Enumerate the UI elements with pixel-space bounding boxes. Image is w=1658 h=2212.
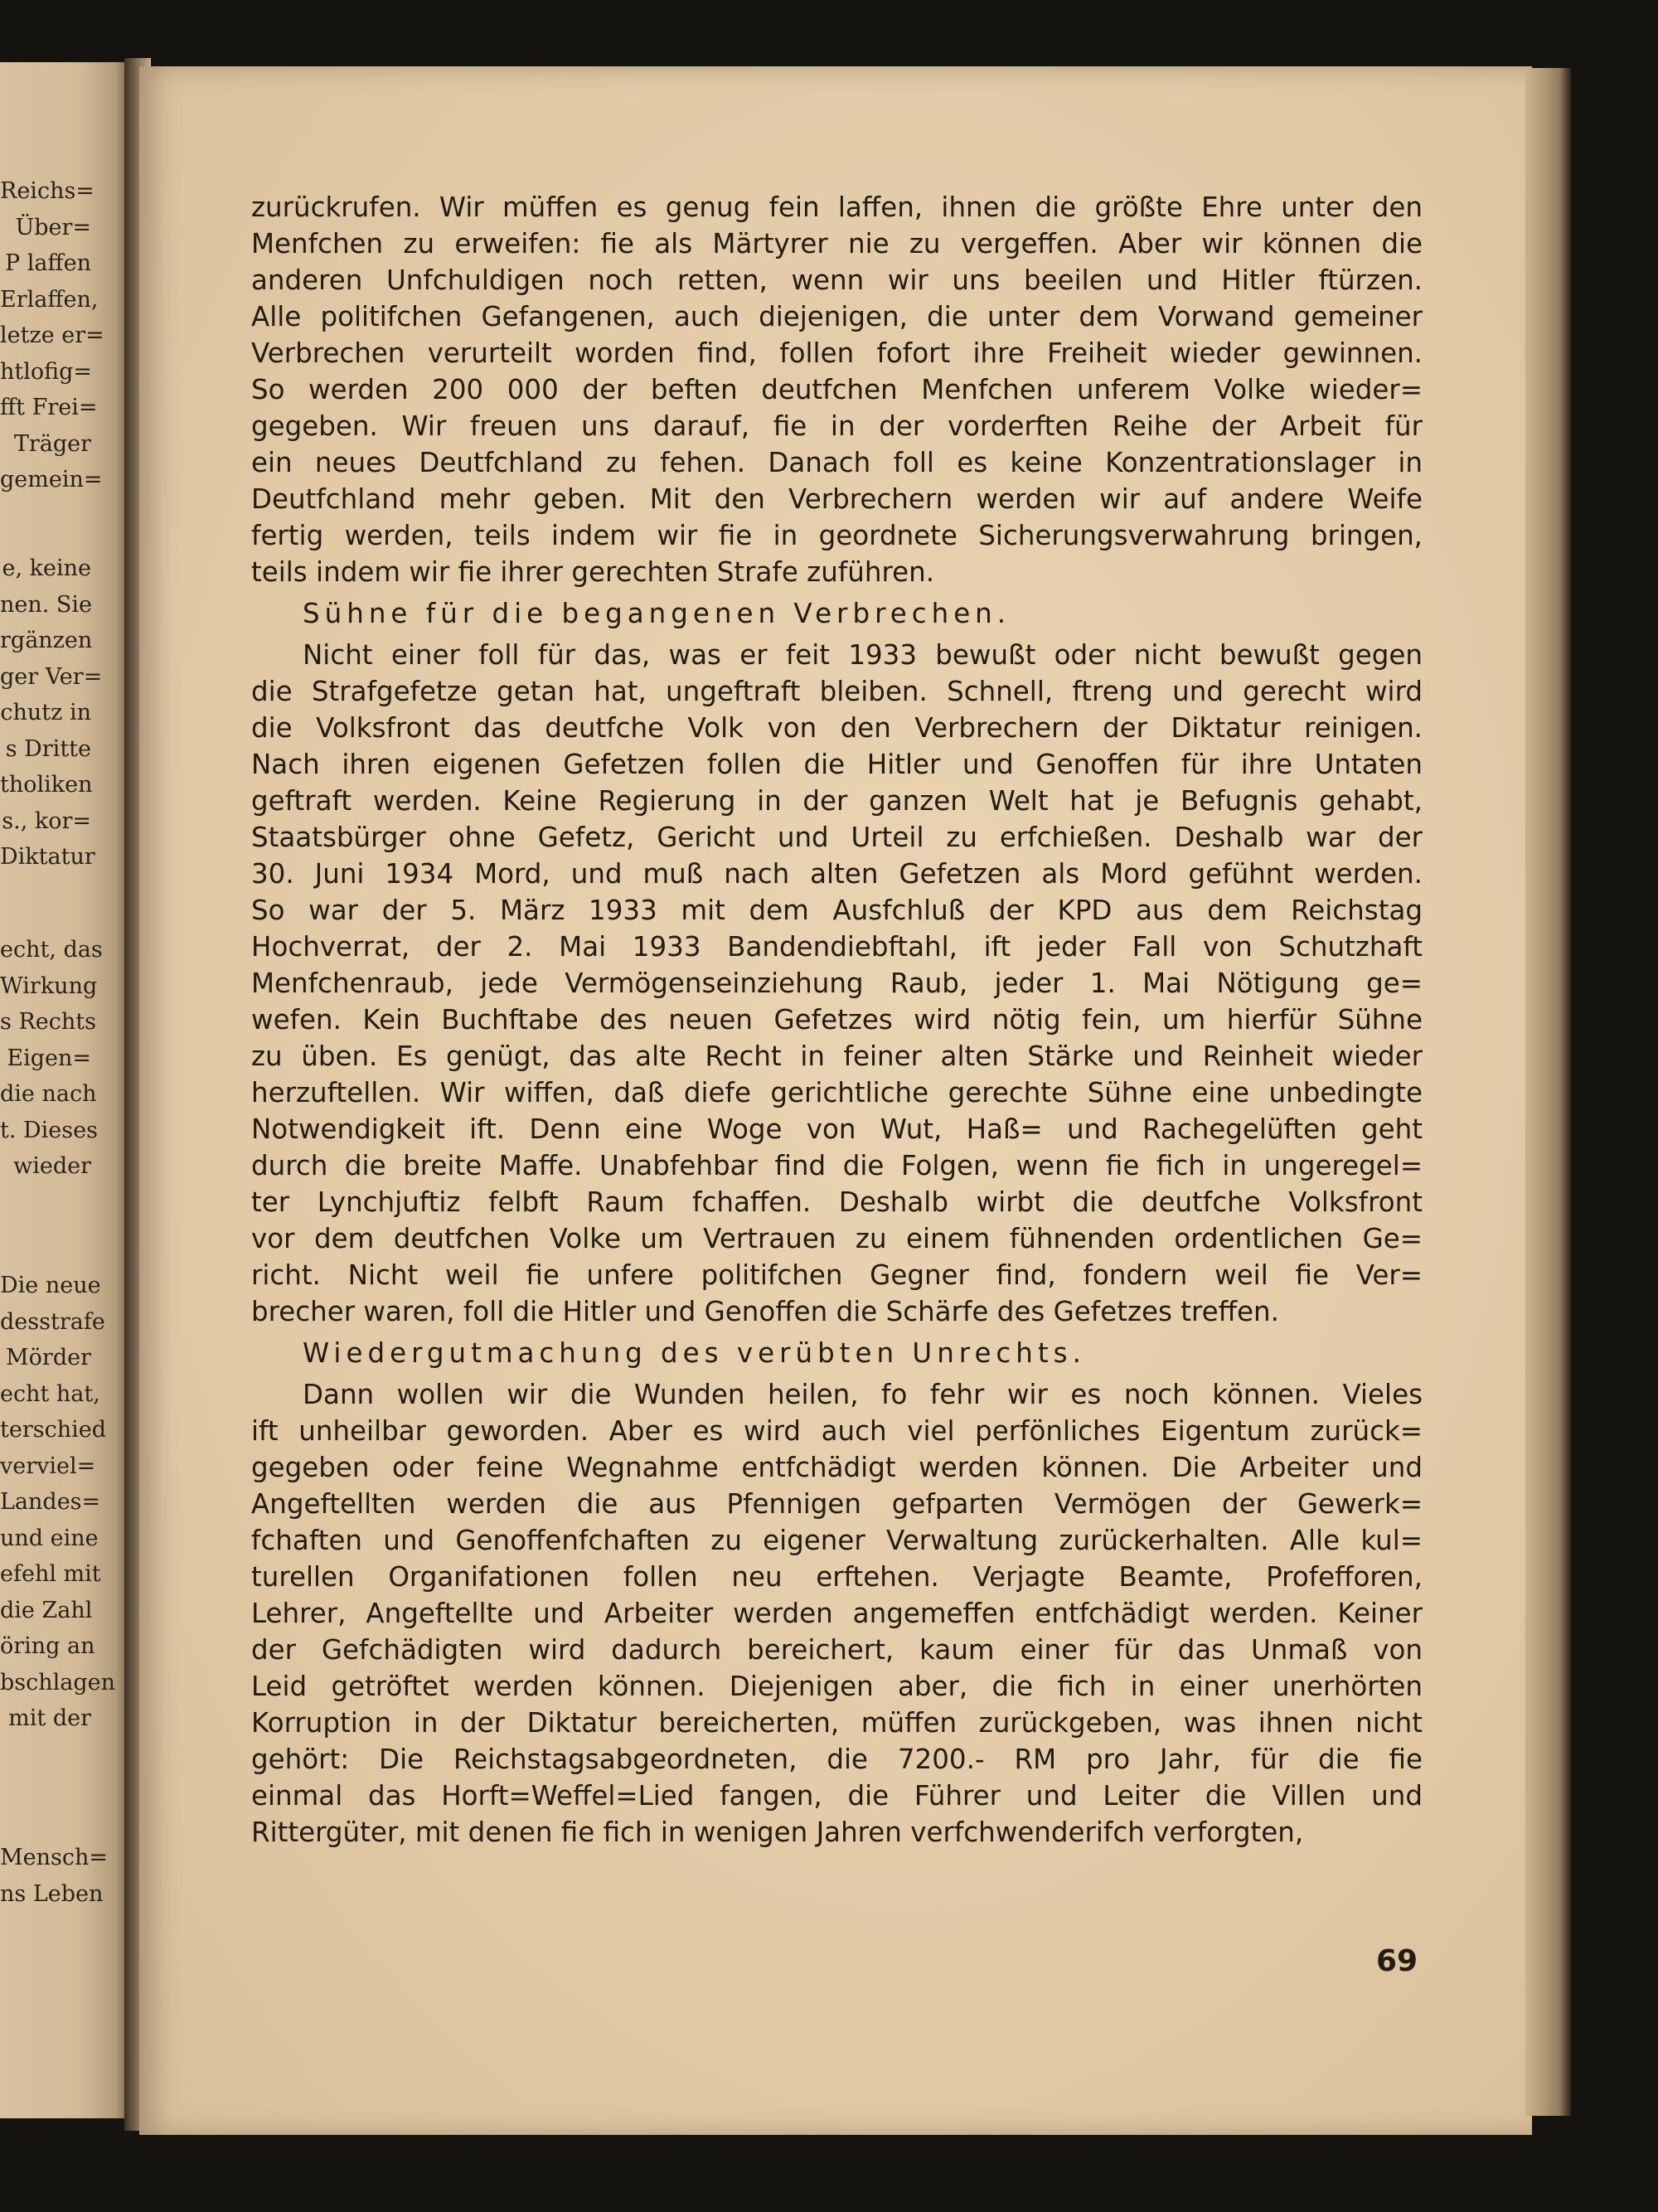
left-page-fragment: Wirkung	[0, 973, 98, 999]
left-page-fragment: ns Leben	[0, 1880, 104, 1907]
text-line: Alle politifchen Gefangenen, auch diejenigen, die unter dem Vorwand gemeiner	[251, 301, 1423, 332]
text-line: teils indem wir fie ihrer gerechten Strafe zuführen.	[251, 556, 935, 588]
left-page-fragment: nen. Sie	[0, 591, 93, 618]
text-line: Leid getröftet werden können. Diejenigen aber, die fich in einer unerhörten	[251, 1671, 1423, 1702]
page-number: 69	[1376, 1944, 1418, 1978]
left-page-fragment: Mörder	[6, 1345, 91, 1370]
left-page-fragment: s Dritte	[5, 735, 91, 762]
section-heading: Wiedergutmachung des verübten Unrechts.	[303, 1337, 1086, 1369]
left-page-fragment: efehl mit	[0, 1561, 101, 1587]
text-line: der Gefchädigten wird dadurch bereichert, kaum einer für das Unmaß von	[251, 1634, 1423, 1666]
text-line: Korruption in der Diktatur bereicherten, müffen zurückgeben, was ihnen nicht	[251, 1707, 1423, 1739]
text-line: Angeftellten werden die aus Pfennigen gefparten Vermögen der Gewerk=	[251, 1488, 1423, 1520]
left-page	[0, 62, 131, 2118]
text-line: 30. Juni 1934 Mord, und muß nach alten Gefetzen als Mord gefühnt werden.	[251, 858, 1423, 890]
text-line: geftraft werden. Keine Regierung in der ganzen Welt hat je Befugnis gehabt,	[251, 785, 1423, 817]
left-page-fragment: Träger	[13, 430, 91, 457]
left-page-fragment: Reichs=	[0, 178, 95, 204]
text-line: Nicht einer foll für das, was er feit 1933 bewußt oder nicht bewußt gegen	[303, 639, 1423, 671]
text-line: Rittergüter, mit denen fie fich in wenigen Jahren verfchwenderifch verforgten,	[251, 1817, 1304, 1848]
left-page-fragment: gemein=	[0, 467, 103, 492]
text-line: fertig werden, teils indem wir fie in geordnete Sicherungsverwahrung bringen,	[251, 520, 1423, 551]
text-line: anderen Unfchuldigen noch retten, wenn wir uns beeilen und Hitler ftürzen.	[251, 264, 1423, 296]
left-page-fragment: echt, das	[0, 937, 103, 963]
left-page-fragment: Diktatur	[0, 844, 95, 870]
left-page-fragment: chutz in	[0, 700, 91, 725]
left-page-fragment: Erlaffen,	[0, 286, 99, 313]
left-page-fragment: P laffen	[4, 250, 91, 276]
left-page-fragment: echt hat,	[0, 1380, 100, 1407]
left-page-fragment: terschied	[0, 1417, 106, 1443]
left-page-fragment: Mensch=	[0, 1845, 109, 1870]
text-line: ter Lynchjuftiz felbft Raum fchaffen. Deshalb wirbt die deutfche Volksfront	[251, 1186, 1423, 1218]
text-line: Hochverrat, der 2. Mai 1933 Bandendiebftahl, ift jeder Fall von Schutzhaft	[251, 931, 1423, 963]
left-page-fragment: fft Frei=	[0, 395, 98, 420]
text-line: die Strafgefetze getan hat, ungeftraft bleiben. Schnell, ftreng und gerecht wird	[251, 676, 1423, 707]
left-page-fragment: s., kor=	[2, 808, 91, 834]
text-line: gegeben oder feine Wegnahme entfchädigt werden können. Die Arbeiter und	[251, 1452, 1423, 1483]
left-page-fragment: htlofig=	[0, 358, 93, 385]
text-line: herzuftellen. Wir wiffen, daß diefe gerichtliche gerechte Sühne eine unbedingte	[251, 1077, 1423, 1108]
text-line: richt. Nicht weil fie unfere politifchen Gegner find, fondern weil fie Ver=	[251, 1259, 1423, 1291]
text-line: ein neues Deutfchland zu fehen. Danach foll es keine Konzentrationslager in	[251, 447, 1423, 478]
text-line: vor dem deutfchen Volke um Vertrauen zu einem fühnenden ordentlichen Ge=	[251, 1223, 1423, 1254]
text-line: Verbrechen verurteilt worden find, follen fofort ihre Freiheit wieder gewinnen.	[251, 337, 1423, 369]
text-line: fchaften und Genoffenfchaften zu eigener Verwaltung zurückerhalten. Alle kul=	[251, 1525, 1423, 1556]
left-page-fragment: s Rechts	[0, 1009, 96, 1035]
left-page-fragment: desstrafe	[0, 1308, 105, 1335]
left-page-fragment: ger Ver=	[0, 663, 103, 690]
left-page-fragment: verviel=	[0, 1453, 96, 1479]
text-line: einmal das Horft=Weffel=Lied fangen, die Führer und Leiter die Villen und	[251, 1780, 1423, 1812]
left-page-fragment: letze er=	[0, 323, 104, 348]
left-page-fragment: die Zahl	[0, 1597, 93, 1623]
left-page-fragment: tholiken	[0, 772, 93, 798]
text-line: Menfchen zu erweifen: fie als Märtyrer nie zu vergeffen. Aber wir können die	[251, 228, 1423, 260]
left-page-fragment: Die neue	[0, 1273, 101, 1298]
text-line: Notwendigkeit ift. Denn eine Woge von Wut, Haß= und Rachegelüften geht	[251, 1113, 1423, 1145]
section-heading: Sühne für die begangenen Verbrechen.	[303, 598, 1011, 629]
left-page-fragment: die nach	[0, 1081, 97, 1107]
left-page-fragment: e, keine	[2, 555, 91, 581]
text-line: durch die breite Maffe. Unabfehbar find die Folgen, wenn fie fich in ungeregel=	[251, 1150, 1423, 1181]
text-line: zu üben. Es genügt, das alte Recht in feiner alten Stärke und Reinheit wieder	[251, 1041, 1423, 1072]
text-line: ift unheilbar geworden. Aber es wird auch viel perfönliches Eigentum zurück=	[251, 1415, 1423, 1447]
text-line: die Volksfront das deutfche Volk von den Verbrechern der Diktatur reinigen.	[251, 712, 1423, 744]
text-line: So war der 5. März 1933 mit dem Ausfchluß der KPD aus dem Reichstag	[251, 895, 1423, 926]
text-line: So werden 200 000 der beften deutfchen Menfchen unferem Volke wieder=	[251, 374, 1423, 405]
text-line: Menfchenraub, jede Vermögenseinziehung Raub, jeder 1. Mai Nötigung ge=	[251, 968, 1423, 999]
left-page-fragment: Landes=	[0, 1489, 101, 1515]
left-page-fragment: t. Dieses	[0, 1117, 98, 1143]
text-line: gegeben. Wir freuen uns darauf, fie in der vorderften Reihe der Arbeit für	[251, 410, 1423, 442]
left-page-fragment: wieder	[13, 1153, 91, 1179]
page-edge	[1525, 68, 1571, 2116]
left-page-fragment: Über=	[15, 214, 91, 240]
left-page-fragment: öring an	[0, 1633, 95, 1659]
left-page-fragment: Eigen=	[7, 1045, 91, 1071]
text-line: Lehrer, Angeftellte und Arbeiter werden angemeffen entfchädigt werden. Keiner	[251, 1598, 1423, 1629]
left-page-fragment: und eine	[0, 1525, 99, 1551]
text-line: wefen. Kein Buchftabe des neuen Gefetzes wird nötig fein, um hierfür Sühne	[251, 1004, 1423, 1036]
left-page-fragment: mit der	[8, 1705, 91, 1731]
text-line: Dann wollen wir die Wunden heilen, fo fehr wir es noch können. Vieles	[303, 1379, 1423, 1410]
text-line: turellen Organifationen follen neu erftehen. Verjagte Beamte, Profefforen,	[251, 1561, 1423, 1593]
text-line: gehört: Die Reichstagsabgeordneten, die 7200.- RM pro Jahr, für die fie	[251, 1744, 1423, 1775]
text-line: Nach ihren eigenen Gefetzen follen die Hitler und Genoffen für ihre Untaten	[251, 749, 1423, 780]
left-page-fragment: bschlagen	[0, 1669, 116, 1695]
text-line: Deutfchland mehr geben. Mit den Verbrechern werden wir auf andere Weife	[251, 483, 1423, 515]
text-line: zurückrufen. Wir müffen es genug fein laffen, ihnen die größte Ehre unter den	[251, 192, 1423, 223]
text-line: Staatsbürger ohne Gefetz, Gericht und Urteil zu erfchießen. Deshalb war der	[251, 822, 1423, 853]
text-line: brecher waren, foll die Hitler und Genoffen die Schärfe des Gefetzes treffen.	[251, 1296, 1279, 1327]
page-text	[251, 189, 1423, 1851]
left-page-fragment: rgänzen	[0, 628, 93, 653]
